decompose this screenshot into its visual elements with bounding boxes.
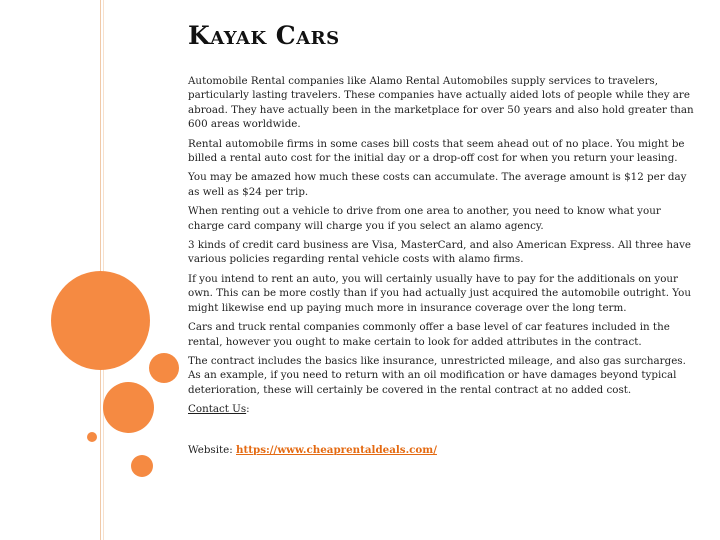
- decorative-circle-medium: [103, 382, 154, 433]
- paragraph: If you intend to rent an auto, you will certainly usually have to pay for the additionals on your own. This can be more costly than if you had actually just acquired the automobile outright. You might likewise end up paying much more in insurance coverage over the long term.: [188, 272, 691, 314]
- website-line: [188, 443, 700, 457]
- decorative-rule-left: [100, 0, 101, 540]
- decorative-circle-tiny: [87, 432, 97, 442]
- contact-line: [188, 402, 700, 416]
- website-label: Website:: [188, 443, 233, 456]
- paragraph: The contract includes the basics like insurance, unrestricted mileage, and also gas surcharges. As an example, if you need to return with an oil modification or have damages beyond typical deterioration, these will certainly be covered in the rental contract at no added cost.: [188, 354, 686, 396]
- website-link[interactable]: https://www.cheaprentaldeals.com/: [236, 443, 437, 456]
- decorative-circle-small: [149, 353, 179, 383]
- paragraph: Rental automobile firms in some cases bill costs that seem ahead out of no place. You might be billed a rental auto cost for the initial day or a drop-off cost for when you return your leasing.: [188, 137, 685, 165]
- paragraph: When renting out a vehicle to drive from one area to another, you need to know what your charge card company will charge you if you select an alamo agency.: [188, 205, 661, 232]
- slide-content: [188, 18, 700, 462]
- decorative-circle-small: [131, 455, 153, 477]
- page-title: Kayak Cars: [188, 21, 340, 50]
- paragraph: Cars and truck rental companies commonly offer a base level of car features included in the rental, however you ought to make certain to look for added attributes in the contract.: [188, 321, 670, 348]
- contact-suffix: :: [246, 403, 250, 416]
- paragraph: You may be amazed how much these costs can accumulate. The average amount is $12 per day as well as $24 per trip.: [188, 171, 687, 198]
- decorative-circle-large: [51, 271, 150, 370]
- contact-us-link[interactable]: Contact Us: [188, 403, 247, 416]
- paragraph: 3 kinds of credit card business are Visa, MasterCard, and also American Express. All three have various policies regarding rental vehicle costs with alamo firms.: [188, 239, 692, 266]
- decorative-rule-right: [103, 0, 104, 540]
- paragraph: Automobile Rental companies like Alamo Rental Automobiles supply services to travelers, particularly lasting travelers. These companies have actually aided lots of people while they are abroad. They have actually been in the marketplace for over 50 years and also hold greater than 600 areas worldwide.: [188, 75, 694, 131]
